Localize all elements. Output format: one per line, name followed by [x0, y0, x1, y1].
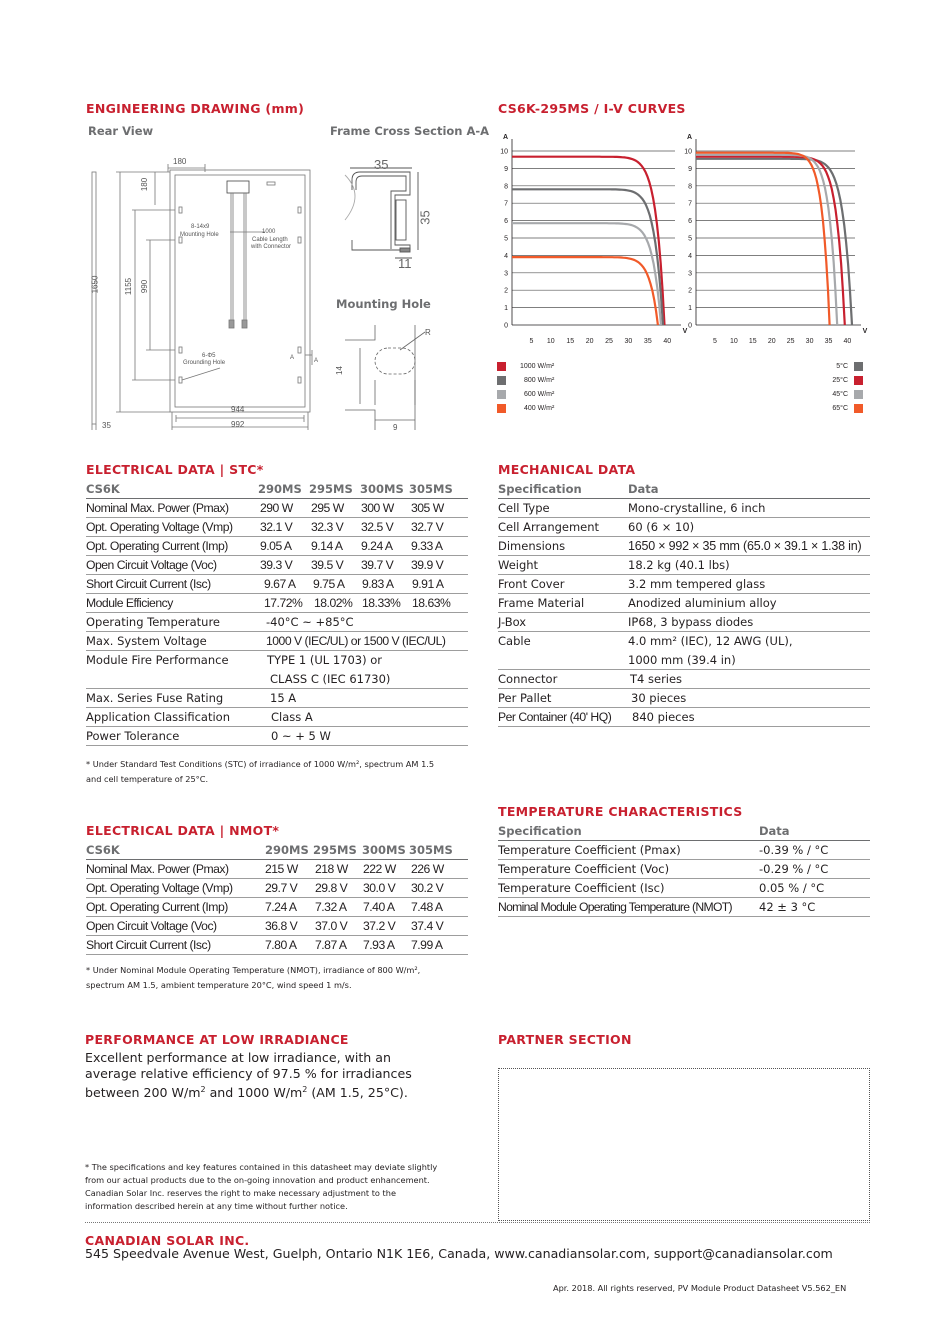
frame-dim-35-side: 35 [417, 210, 433, 225]
nmot-value: 30.0 V [363, 881, 396, 895]
cable-note-1: 1000 [262, 229, 276, 235]
table-row [86, 879, 468, 898]
table-row [86, 537, 468, 556]
stc-value: 9.67 A [264, 577, 296, 591]
partner-box [498, 1068, 870, 1221]
mechanical-value: 1650 × 992 × 35 mm (65.0 × 39.1 × 1.38 in) [628, 539, 862, 553]
mechanical-label: Cell Type [498, 501, 550, 515]
y-tick-label: 5 [688, 235, 692, 243]
stc-label: Max. Series Fuse Rating [86, 691, 224, 705]
nmot-value: 29.8 V [315, 881, 348, 895]
table-row [498, 632, 870, 670]
section-marker-a2: A [314, 358, 319, 364]
table-row [498, 518, 870, 537]
nmot-label: Short Circuit Current (Isc) [86, 938, 211, 952]
x-tick-label: 40 [663, 338, 672, 345]
stc-label: Open Circuit Voltage (Voc) [86, 558, 217, 572]
nmot-value: 29.7 V [265, 881, 298, 895]
stc-label: Module Fire Performance [86, 653, 229, 667]
stc-footnote-2: and cell temperature of 25°C. [86, 774, 209, 784]
stc-value: 18.63% [412, 596, 451, 610]
company-name: CANADIAN SOLAR INC. [85, 1233, 250, 1248]
stc-value: 18.02% [314, 596, 353, 610]
mechanical-value: 1000 mm (39.4 in) [628, 653, 736, 667]
disclaimer-line-4: information described herein at any time without further notice. [85, 1201, 348, 1211]
stc-value: 32.5 V [361, 520, 394, 534]
engineering-title: ENGINEERING DRAWING (mm) [86, 101, 305, 116]
partner-title: PARTNER SECTION [498, 1032, 632, 1047]
nmot-value: 30.2 V [411, 881, 444, 895]
stc-value: Class A [271, 710, 313, 724]
mechanical-label: Dimensions [498, 539, 566, 553]
ground-hole-note-1: 6-Φ5 [202, 353, 216, 359]
table-row [498, 898, 870, 917]
hole-dim-r: R [425, 328, 431, 337]
stc-value: 15 A [270, 691, 297, 705]
stc-value: 32.1 V [260, 520, 293, 534]
nmot-value: 7.99 A [411, 938, 443, 952]
legend-label-45c: 45°C [832, 391, 848, 398]
stc-value: 17.72% [264, 596, 303, 610]
table-row [498, 613, 870, 632]
nmot-value: 7.87 A [315, 938, 347, 952]
legend-label-65c: 65°C [832, 405, 848, 412]
temperature-table [498, 822, 870, 917]
text-fragment: (AM 1.5, 25°C). [307, 1085, 408, 1101]
table-row [498, 670, 870, 689]
table-row [498, 860, 870, 879]
stc-value: 32.3 V [311, 520, 344, 534]
legend-label-800: 800 W/m² [524, 377, 555, 384]
table-row [498, 575, 870, 594]
frame-dim-11: 11 [398, 256, 412, 271]
stc-header-305: 305MS [409, 482, 453, 496]
hole-dim-9: 9 [393, 423, 398, 432]
stc-value: 290 W [260, 501, 293, 515]
iv-curves-title: CS6K-295MS / I-V CURVES [498, 101, 686, 116]
dim-944: 944 [231, 405, 245, 414]
frame-cross-section-label: Frame Cross Section A-A [330, 124, 490, 138]
stc-value: 9.24 A [361, 539, 393, 553]
low-irradiance-title: PERFORMANCE AT LOW IRRADIANCE [85, 1032, 349, 1047]
temperature-label: Temperature Coefficient (Pmax) [498, 843, 681, 857]
nmot-table [86, 841, 468, 955]
cable-note-3: with Connector [251, 244, 292, 250]
iv-chart-temperature [676, 128, 870, 343]
nmot-value: 226 W [411, 862, 444, 876]
temperature-value: 42 ± 3 °C [759, 900, 816, 914]
mechanical-value: Anodized aluminium alloy [628, 596, 777, 610]
table-row [86, 518, 468, 537]
legend-label-5c: 5°C [836, 363, 848, 370]
x-tick-label: 15 [748, 338, 757, 345]
stc-value: CLASS C (IEC 61730) [270, 672, 391, 686]
stc-label: Operating Temperature [86, 615, 220, 629]
table-row [86, 708, 468, 727]
nmot-label: Open Circuit Voltage (Voc) [86, 919, 217, 933]
y-tick-label: 10 [684, 148, 692, 156]
y-tick-label: 3 [688, 270, 692, 278]
stc-value: 9.91 A [412, 577, 444, 591]
dim-990: 990 [140, 279, 150, 294]
stc-label: Opt. Operating Current (Imp) [86, 539, 228, 553]
iv-curve-600wm [512, 223, 661, 325]
table-row [86, 594, 468, 613]
nmot-header-300: 300MS [362, 843, 406, 857]
stc-label: Application Classification [86, 710, 231, 724]
temperature-header-row [498, 822, 870, 841]
x-tick-label: 25 [605, 338, 613, 345]
mounting-hole-note-1: 8-14x9 [191, 224, 210, 230]
temperature-header-data: Data [759, 824, 790, 838]
y-tick-label: 7 [688, 200, 692, 208]
temperature-label: Nominal Module Operating Temperature (NMOT) [498, 900, 732, 914]
stc-header-model: CS6K [86, 482, 120, 496]
stc-value: 39.5 V [311, 558, 344, 572]
stc-label: Opt. Operating Voltage (Vmp) [86, 520, 233, 534]
y-tick-label: 4 [504, 252, 508, 260]
company-address: 545 Speedvale Avenue West, Guelph, Ontario N1K 1E6, Canada, www.canadiansolar.com, support@canadiansolar.com [85, 1246, 833, 1261]
disclaimer-line-3: Canadian Solar Inc. reserves the right to make necessary adjustment to the [85, 1188, 396, 1198]
y-axis-label: A [502, 134, 508, 141]
x-tick-label: 35 [643, 338, 652, 345]
temperature-value: -0.39 % / °C [759, 843, 829, 857]
x-tick-label: 10 [729, 338, 738, 345]
stc-table [86, 480, 468, 746]
stc-value: 1000 V (IEC/UL) or 1500 V (IEC/UL) [266, 634, 446, 648]
y-tick-label: 1 [504, 305, 508, 313]
x-tick-label: 30 [805, 338, 814, 345]
dim-1155: 1155 [124, 277, 134, 296]
table-row [498, 689, 870, 708]
mechanical-label: Per Container (40' HQ) [498, 710, 612, 724]
low-irradiance-line-3 [85, 1082, 408, 1102]
nmot-value: 7.24 A [265, 900, 297, 914]
mechanical-value: 3.2 mm tempered glass [628, 577, 766, 591]
cable-note-2: Cable Length [252, 237, 288, 243]
nmot-footnote-1: * Under Nominal Module Operating Temperature (NMOT), irradiance of 800 W/m², [86, 965, 421, 975]
mechanical-header-data: Data [628, 482, 659, 496]
disclaimer-line-1: * The specifications and key features contained in this datasheet may deviate slightly [85, 1162, 438, 1172]
mechanical-label: Cable [498, 634, 531, 648]
mechanical-table [498, 480, 870, 727]
mechanical-header-row [498, 480, 870, 499]
mechanical-title: MECHANICAL DATA [498, 462, 636, 477]
mounting-hole-note-2: Mounting Hole [180, 232, 219, 238]
y-axis-label: A [686, 134, 692, 141]
table-row [86, 651, 468, 689]
table-row [86, 632, 468, 651]
stc-label: Nominal Max. Power (Pmax) [86, 501, 229, 515]
mechanical-label: Connector [498, 672, 558, 686]
dim-180-side: 180 [140, 177, 150, 192]
x-tick-label: 10 [546, 338, 555, 345]
nmot-value: 7.93 A [363, 938, 395, 952]
x-tick-label: 40 [843, 338, 852, 345]
y-tick-label: 3 [504, 270, 508, 278]
stc-value: 305 W [411, 501, 444, 515]
x-tick-label: 30 [624, 338, 633, 345]
mechanical-label: Front Cover [498, 577, 565, 591]
legend-swatch-5c [854, 362, 863, 371]
nmot-label: Nominal Max. Power (Pmax) [86, 862, 229, 876]
nmot-title: ELECTRICAL DATA | NMOT* [86, 823, 280, 838]
legend-swatch-65c [854, 404, 863, 413]
low-irradiance-line-2: average relative efficiency of 97.5 % for irradiances [85, 1066, 412, 1081]
stc-header-row [86, 480, 468, 499]
dim-992: 992 [231, 420, 245, 429]
stc-header-300: 300MS [360, 482, 404, 496]
nmot-header-295: 295MS [313, 843, 357, 857]
table-row [498, 594, 870, 613]
nmot-value: 215 W [265, 862, 298, 876]
y-tick-label: 9 [688, 165, 692, 173]
table-row [86, 613, 468, 632]
iv-chart-irradiance [490, 128, 688, 345]
stc-value: 9.83 A [362, 577, 394, 591]
stc-value: 0 ~ + 5 W [271, 729, 331, 743]
mounting-hole-label: Mounting Hole [336, 297, 431, 311]
stc-value: 32.7 V [411, 520, 444, 534]
ground-hole-note-2: Grounding Hole [183, 360, 226, 366]
text-fragment: between 200 W/m [85, 1085, 201, 1101]
legend-label-25c: 25°C [832, 377, 848, 384]
legend-swatch-45c [854, 390, 863, 399]
temperature-value: -0.29 % / °C [759, 862, 829, 876]
stc-value: 9.33 A [411, 539, 443, 553]
table-row [86, 860, 468, 879]
y-tick-label: 8 [688, 183, 692, 191]
mechanical-value: T4 series [630, 672, 683, 686]
table-row [86, 575, 468, 594]
stc-value: 39.9 V [411, 558, 444, 572]
x-tick-label: 20 [767, 338, 776, 345]
temperature-label: Temperature Coefficient (Isc) [498, 881, 665, 895]
hole-dim-14: 14 [334, 366, 344, 375]
legend-label-1000: 1000 W/m² [520, 363, 555, 370]
stc-header-290: 290MS [258, 482, 302, 496]
y-tick-label: 9 [504, 165, 508, 173]
nmot-value: 36.8 V [265, 919, 298, 933]
table-row [86, 936, 468, 955]
mechanical-value: Mono-crystalline, 6 inch [628, 501, 766, 515]
table-row [86, 499, 468, 518]
stc-value: -40°C ~ +85°C [266, 615, 354, 629]
disclaimer-line-2: from our actual products due to the on-going innovation and product enhancement. [85, 1175, 430, 1185]
iv-curve-400wm [512, 257, 658, 325]
iv-curve-1000wm [512, 157, 665, 325]
x-axis-label: V [862, 328, 868, 335]
mechanical-label: Per Pallet [498, 691, 552, 705]
mechanical-label: Frame Material [498, 596, 585, 610]
mechanical-header-spec: Specification [498, 482, 582, 496]
nmot-value: 7.40 A [363, 900, 395, 914]
nmot-label: Opt. Operating Voltage (Vmp) [86, 881, 233, 895]
x-tick-label: 5 [712, 338, 717, 345]
table-row [498, 841, 870, 860]
table-row [86, 727, 468, 746]
nmot-value: 37.0 V [315, 919, 348, 933]
dim-35-bottom: 35 [102, 421, 111, 430]
x-tick-label: 15 [566, 338, 575, 345]
y-tick-label: 5 [504, 235, 508, 243]
stc-value: 9.75 A [313, 577, 345, 591]
stc-value: 39.3 V [260, 558, 293, 572]
y-tick-label: 4 [688, 252, 692, 260]
legend-swatch-1000 [497, 362, 506, 371]
low-irradiance-line-1: Excellent performance at low irradiance, with an [85, 1050, 391, 1065]
table-row [498, 537, 870, 556]
y-tick-label: 2 [688, 287, 692, 295]
x-tick-label: 5 [529, 338, 534, 345]
mechanical-label: Cell Arrangement [498, 520, 600, 534]
iv-curve-65c [696, 153, 830, 325]
mechanical-value: 60 (6 × 10) [628, 520, 695, 534]
stc-value: 18.33% [362, 596, 401, 610]
legend-swatch-800 [497, 376, 506, 385]
nmot-value: 218 W [315, 862, 348, 876]
legend-swatch-400 [497, 404, 506, 413]
legend-label-600: 600 W/m² [524, 391, 555, 398]
stc-label: Module Efficiency [86, 596, 173, 610]
stc-value: 39.7 V [361, 558, 394, 572]
nmot-header-model: CS6K [86, 843, 120, 857]
table-row [498, 708, 870, 727]
frame-dim-35-top: 35 [374, 157, 389, 172]
mechanical-value: 840 pieces [632, 710, 695, 724]
section-marker-a: A [290, 355, 295, 361]
superscript: 2 [200, 1085, 206, 1094]
stc-title: ELECTRICAL DATA | STC* [86, 462, 264, 477]
superscript: 2 [302, 1085, 308, 1094]
y-tick-label: 10 [500, 148, 508, 156]
y-tick-label: 0 [688, 322, 692, 330]
legend-swatch-600 [497, 390, 506, 399]
text-fragment: and 1000 W/m [205, 1085, 303, 1101]
y-tick-label: 1 [688, 305, 692, 313]
dim-1650: 1650 [90, 275, 100, 294]
temperature-title: TEMPERATURE CHARACTERISTICS [498, 804, 743, 819]
table-row [86, 917, 468, 936]
y-tick-label: 2 [504, 287, 508, 295]
table-row [86, 898, 468, 917]
mechanical-value: 4.0 mm² (IEC), 12 AWG (UL), [628, 634, 793, 648]
y-tick-label: 0 [504, 322, 508, 330]
nmot-header-305: 305MS [409, 843, 453, 857]
temperature-value: 0.05 % / °C [759, 881, 825, 895]
stc-label: Max. System Voltage [86, 634, 207, 648]
rear-view-label: Rear View [88, 124, 154, 138]
nmot-header-row [86, 841, 468, 860]
nmot-header-290: 290MS [265, 843, 309, 857]
stc-value: 9.05 A [260, 539, 292, 553]
x-axis-label: V [682, 328, 688, 335]
nmot-value: 37.2 V [363, 919, 396, 933]
nmot-label: Opt. Operating Current (Imp) [86, 900, 228, 914]
x-tick-label: 20 [585, 338, 594, 345]
stc-value: 9.14 A [311, 539, 343, 553]
x-tick-label: 35 [824, 338, 833, 345]
stc-header-295: 295MS [309, 482, 353, 496]
legend-swatch-25c [854, 376, 863, 385]
x-tick-label: 25 [786, 338, 795, 345]
table-row [498, 556, 870, 575]
stc-label: Power Tolerance [86, 729, 180, 743]
stc-value: 300 W [361, 501, 394, 515]
mechanical-value: IP68, 3 bypass diodes [628, 615, 754, 629]
footer-divider [85, 1222, 870, 1223]
temperature-header-spec: Specification [498, 824, 582, 838]
dim-180-top: 180 [173, 157, 187, 166]
y-tick-label: 8 [504, 183, 508, 191]
mechanical-value: 30 pieces [631, 691, 687, 705]
nmot-footnote-2: spectrum AM 1.5, ambient temperature 20°C, wind speed 1 m/s. [86, 980, 352, 990]
y-tick-label: 7 [504, 200, 508, 208]
nmot-value: 7.80 A [265, 938, 297, 952]
mechanical-label: J-Box [498, 615, 527, 629]
nmot-value: 222 W [363, 862, 396, 876]
stc-value: TYPE 1 (UL 1703) or [267, 653, 383, 667]
stc-value: 295 W [311, 501, 344, 515]
nmot-value: 7.48 A [411, 900, 443, 914]
legend-label-400: 400 W/m² [524, 405, 555, 412]
table-row [86, 556, 468, 575]
mechanical-label: Weight [498, 558, 539, 572]
table-row [86, 689, 468, 708]
y-tick-label: 6 [504, 218, 508, 226]
footer-copyright: Apr. 2018. All rights reserved, PV Module Product Datasheet V5.562_EN [553, 1283, 847, 1293]
nmot-value: 7.32 A [315, 900, 347, 914]
temperature-label: Temperature Coefficient (Voc) [498, 862, 670, 876]
y-tick-label: 6 [688, 218, 692, 226]
table-row [498, 879, 870, 898]
rear-view-drawing [80, 150, 340, 435]
mechanical-value: 18.2 kg (40.1 lbs) [628, 558, 730, 572]
table-row [498, 499, 870, 518]
stc-label: Short Circuit Current (Isc) [86, 577, 211, 591]
nmot-value: 37.4 V [411, 919, 444, 933]
stc-footnote-1: * Under Standard Test Conditions (STC) of irradiance of 1000 W/m², spectrum AM 1.5 [86, 759, 435, 769]
